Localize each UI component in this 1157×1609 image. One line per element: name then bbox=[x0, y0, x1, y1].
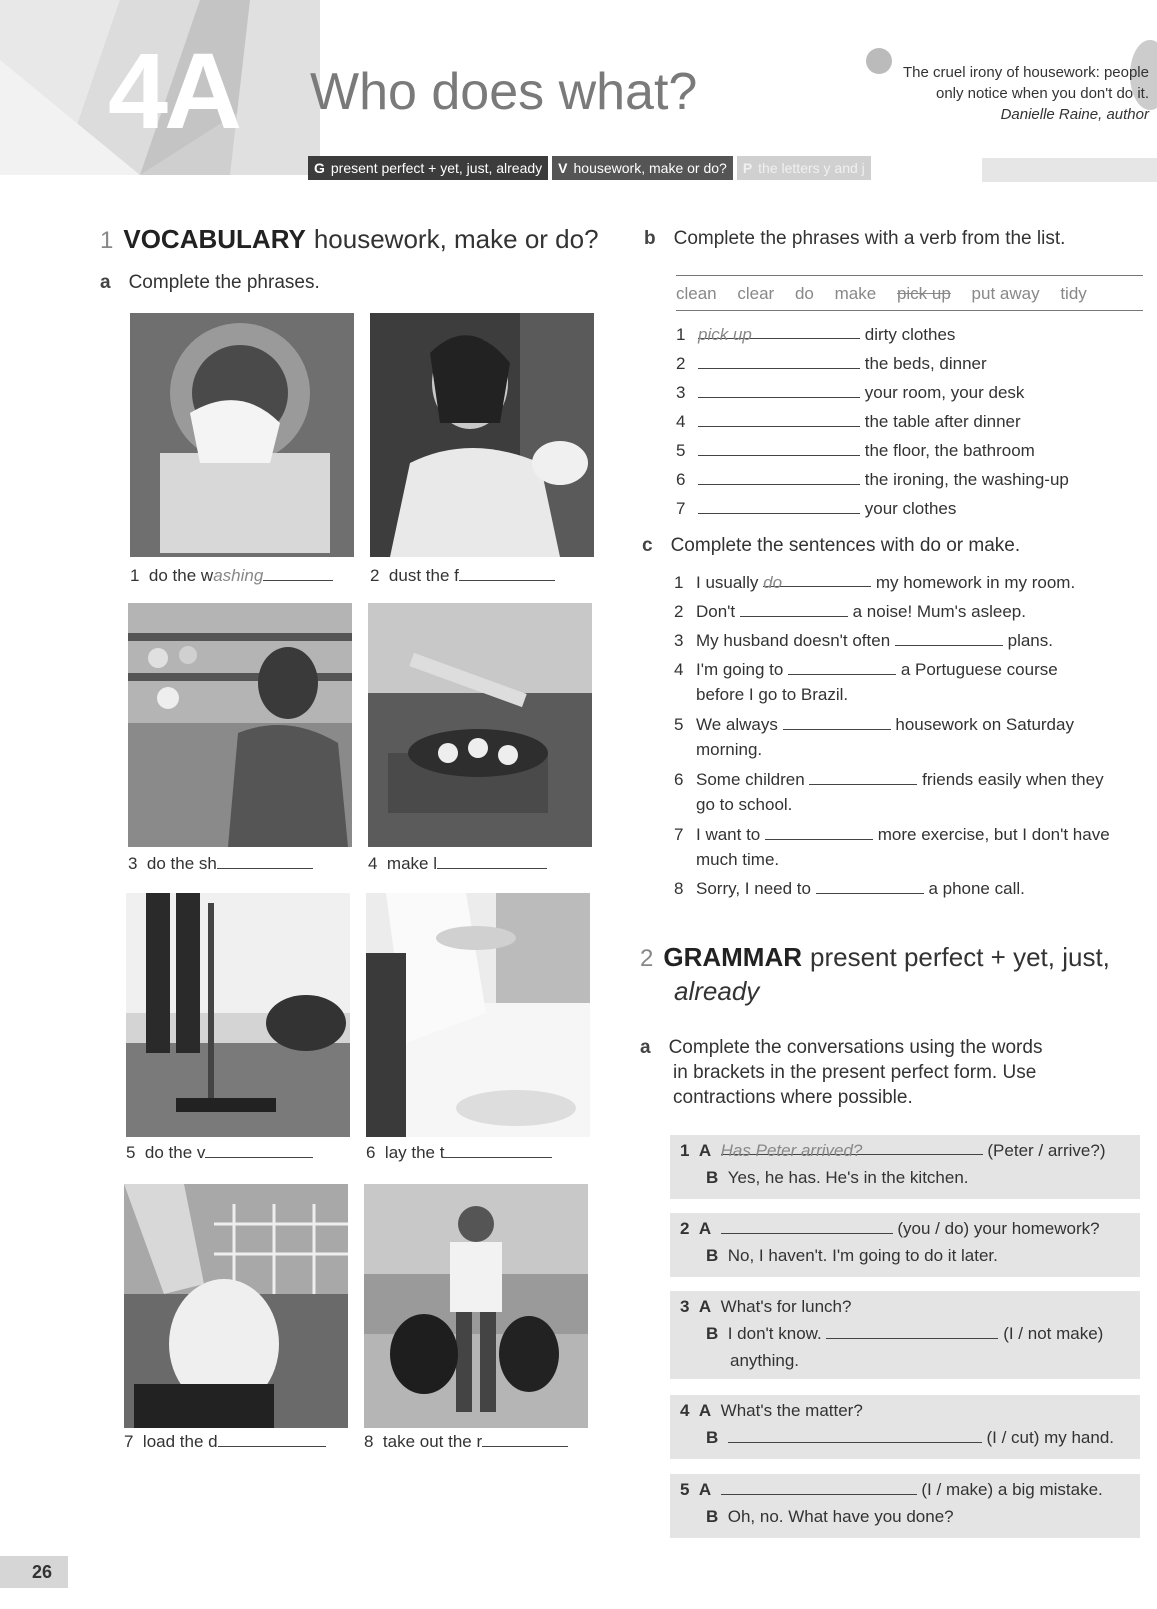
caption-2: 2 dust the f bbox=[370, 566, 555, 586]
c-answer-3[interactable] bbox=[895, 632, 1003, 646]
c-item-6-cont: go to school. bbox=[696, 795, 793, 814]
grammar-tag: G present perfect + yet, just, already bbox=[308, 156, 548, 180]
c-answer-6[interactable] bbox=[809, 771, 917, 785]
section-2-heading: 2 GRAMMAR present perfect + yet, just, bbox=[640, 942, 1110, 972]
b-answer-1[interactable]: pick up bbox=[698, 325, 860, 339]
answer-line-6[interactable] bbox=[444, 1144, 552, 1158]
section-2-heading-cont: already bbox=[674, 976, 760, 1006]
word-put-away: put away bbox=[971, 284, 1040, 303]
c-item-3: 3 My husband doesn't often plans. bbox=[674, 631, 1053, 650]
topic-tags bbox=[308, 156, 871, 180]
pronunciation-tag: P the letters y and j bbox=[737, 156, 871, 180]
b-item-4: 4 the table after dinner bbox=[676, 412, 1021, 431]
c-item-7: 7 I want to more exercise, but I don't have bbox=[674, 825, 1110, 844]
c-item-6: 6 Some children friends easily when they bbox=[674, 770, 1104, 789]
c-item-2: 2 Don't a noise! Mum's asleep. bbox=[674, 602, 1026, 621]
photo-dishwasher bbox=[124, 1184, 348, 1428]
caption-5: 5 do the v bbox=[126, 1143, 313, 1163]
caption-3: 3 do the sh bbox=[128, 854, 313, 874]
c-item-1: 1 I usually do my homework in my room. bbox=[674, 573, 1076, 592]
c-answer-5[interactable] bbox=[783, 716, 891, 730]
vocabulary-tag: V housework, make or do? bbox=[552, 156, 733, 180]
b-item-2: 2 the beds, dinner bbox=[676, 354, 987, 373]
caption-8: 8 take out the r bbox=[364, 1432, 568, 1452]
conversation-2: 2 A (you / do) your homework? B No, I haven't. I'm going to do it later. bbox=[670, 1213, 1140, 1277]
b-answer-4[interactable] bbox=[698, 413, 860, 427]
exercise-1c-instruction: c Complete the sentences with do or make. bbox=[642, 535, 1021, 556]
word-make: make bbox=[834, 284, 877, 303]
word-tidy: tidy bbox=[1060, 284, 1087, 303]
answer-line-4[interactable] bbox=[437, 855, 547, 869]
unit-number: 4A bbox=[108, 30, 239, 151]
answer-line-8[interactable] bbox=[482, 1433, 568, 1447]
answer-line-2[interactable] bbox=[459, 567, 555, 581]
c-item-4: 4 I'm going to a Portuguese course bbox=[674, 660, 1058, 679]
caption-1: 1 do the washing bbox=[130, 566, 333, 586]
photo-dusting bbox=[370, 313, 594, 557]
quote-line-1: The cruel irony of housework: people bbox=[903, 64, 1149, 81]
conv-5-answer[interactable] bbox=[721, 1481, 917, 1495]
b-item-3: 3 your room, your desk bbox=[676, 383, 1025, 402]
quote bbox=[849, 62, 1149, 125]
conversation-1: 1 A Has Peter arrived? (Peter / arrive?) B Yes, he has. He's in the kitchen. bbox=[670, 1135, 1140, 1199]
c-answer-7[interactable] bbox=[765, 826, 873, 840]
word-list bbox=[676, 275, 1143, 311]
c-item-5: 5 We always housework on Saturday bbox=[674, 715, 1074, 734]
answer-line-1[interactable] bbox=[263, 567, 333, 581]
answer-line-3[interactable] bbox=[217, 855, 313, 869]
b-item-5: 5 the floor, the bathroom bbox=[676, 441, 1035, 460]
exercise-2a-instruction: a Complete the conversations using the words in brackets in the present perfect form. Use contractions where possible. bbox=[640, 1037, 1043, 1108]
conversation-3: 3 A What's for lunch? B I don't know. (I / not make) anything. bbox=[670, 1291, 1140, 1379]
conv-1-answer[interactable]: Has Peter arrived? bbox=[721, 1141, 983, 1155]
answer-line-5[interactable] bbox=[205, 1144, 313, 1158]
word-clean: clean bbox=[676, 284, 717, 303]
c-answer-1[interactable]: do bbox=[763, 573, 871, 587]
b-item-7: 7 your clothes bbox=[676, 499, 957, 518]
b-answer-3[interactable] bbox=[698, 384, 860, 398]
quote-author: Danielle Raine, author bbox=[1000, 106, 1149, 123]
word-pick-up: pick up bbox=[896, 284, 951, 303]
photo-vacuuming bbox=[126, 893, 350, 1137]
b-answer-7[interactable] bbox=[698, 500, 860, 514]
caption-4: 4 make l bbox=[368, 854, 547, 874]
conversation-4: 4 A What's the matter? B (I / cut) my hand. bbox=[670, 1395, 1140, 1459]
c-item-5-cont: morning. bbox=[696, 740, 763, 759]
page-title: Who does what? bbox=[310, 63, 698, 121]
caption-7: 7 load the d bbox=[124, 1432, 326, 1452]
photo-washing bbox=[130, 313, 354, 557]
section-1-heading: 1 VOCABULARY housework, make or do? bbox=[100, 224, 599, 254]
photo-shopping bbox=[128, 603, 352, 847]
c-answer-4[interactable] bbox=[788, 661, 896, 675]
conv-3-answer[interactable] bbox=[826, 1325, 998, 1339]
tag-bar-fill bbox=[982, 158, 1157, 182]
exercise-1a-instruction: a Complete the phrases. bbox=[100, 272, 320, 293]
photo-cooking bbox=[368, 603, 592, 847]
word-do: do bbox=[794, 284, 814, 303]
b-item-6: 6 the ironing, the washing-up bbox=[676, 470, 1069, 489]
photo-rubbish bbox=[364, 1184, 588, 1428]
b-answer-5[interactable] bbox=[698, 442, 860, 456]
quote-line-2: only notice when you don't do it. bbox=[935, 85, 1149, 102]
exercise-1b-instruction: b Complete the phrases with a verb from the list. bbox=[644, 228, 1066, 249]
b-item-1: 1 pick up dirty clothes bbox=[676, 325, 956, 344]
c-answer-2[interactable] bbox=[740, 603, 848, 617]
b-answer-2[interactable] bbox=[698, 355, 860, 369]
c-item-7-cont: much time. bbox=[696, 850, 780, 869]
word-clear: clear bbox=[737, 284, 775, 303]
c-item-8: 8 Sorry, I need to a phone call. bbox=[674, 879, 1025, 898]
conv-2-answer[interactable] bbox=[721, 1220, 893, 1234]
answer-line-7[interactable] bbox=[218, 1433, 326, 1447]
conversation-5: 5 A (I / make) a big mistake. B Oh, no. What have you done? bbox=[670, 1474, 1140, 1538]
c-item-4-cont: before I go to Brazil. bbox=[696, 685, 849, 704]
conv-4-answer[interactable] bbox=[728, 1429, 982, 1443]
c-answer-8[interactable] bbox=[816, 880, 924, 894]
page-number: 26 bbox=[0, 1556, 68, 1588]
photo-laying-table bbox=[366, 893, 590, 1137]
b-answer-6[interactable] bbox=[698, 471, 860, 485]
caption-6: 6 lay the t bbox=[366, 1143, 552, 1163]
